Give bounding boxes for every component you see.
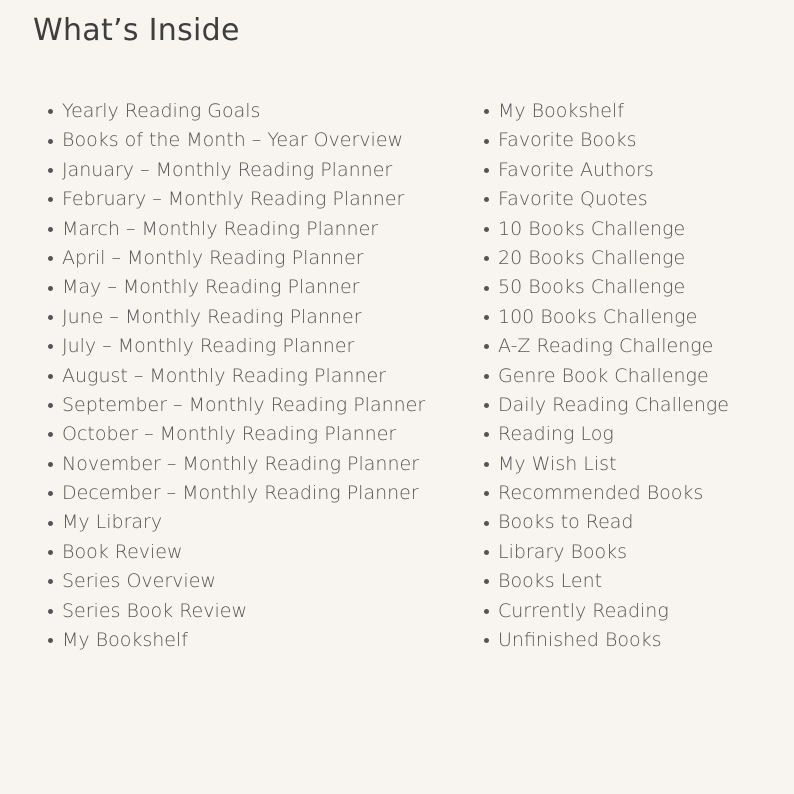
bullet-icon [484, 286, 489, 291]
list-item-label: 50 Books Challenge [498, 276, 686, 299]
list-item [484, 185, 729, 214]
list-item-label: Genre Book Challenge [498, 364, 709, 387]
list-item [484, 126, 729, 155]
list-item-label: March – Monthly Reading Planner [62, 217, 379, 240]
list-item-label: February – Monthly Reading Planner [62, 188, 405, 211]
bullet-icon [484, 403, 489, 408]
list-item [48, 626, 425, 655]
list-item [48, 126, 425, 155]
list-item [48, 597, 425, 626]
bullet-icon [484, 315, 489, 320]
bullet-icon [484, 550, 489, 555]
list-item-label: August – Monthly Reading Planner [62, 364, 386, 387]
bullet-icon [48, 286, 53, 291]
list-item-label: Favorite Quotes [498, 188, 648, 211]
list-item-label: September – Monthly Reading Planner [62, 393, 426, 416]
bullet-icon [484, 374, 489, 379]
bullet-icon [48, 432, 53, 437]
list-item-label: Favorite Books [498, 129, 637, 152]
list-item-label: October – Monthly Reading Planner [62, 423, 397, 446]
list-item-label: 10 Books Challenge [498, 217, 686, 240]
bullet-icon [484, 197, 489, 202]
list-item-label: June – Monthly Reading Planner [62, 305, 362, 328]
list-item [48, 450, 425, 479]
list-item [48, 273, 425, 302]
bullet-icon [48, 197, 53, 202]
bullet-icon [48, 344, 53, 349]
bullet-icon [48, 462, 53, 467]
bullet-icon [484, 168, 489, 173]
list-item [484, 215, 729, 244]
list-item-label: A-Z Reading Challenge [498, 335, 714, 358]
bullet-icon [48, 227, 53, 232]
bullet-icon [484, 256, 489, 261]
list-item [484, 332, 729, 361]
bullet-icon [484, 579, 489, 584]
list-item [48, 97, 425, 126]
list-item-label: My Library [62, 511, 163, 534]
bullet-icon [48, 168, 53, 173]
list-item [48, 185, 425, 214]
list-item-label: Library Books [498, 540, 628, 563]
bullet-icon [48, 579, 53, 584]
bullet-icon [48, 609, 53, 614]
list-item-label: Unfinished Books [498, 629, 662, 652]
bullet-icon [48, 521, 53, 526]
list-item [484, 450, 729, 479]
list-item [484, 156, 729, 185]
bullet-icon [48, 374, 53, 379]
bullet-icon [484, 638, 489, 643]
bullet-icon [48, 315, 53, 320]
list-item-label: May – Monthly Reading Planner [62, 276, 360, 299]
list-item-label: My Wish List [498, 452, 617, 475]
list-item-label: 20 Books Challenge [498, 246, 686, 269]
list-item-label: Recommended Books [498, 482, 704, 505]
list-item [484, 97, 729, 126]
bullet-icon [48, 638, 53, 643]
bullet-icon [48, 403, 53, 408]
list-item-label: Series Book Review [62, 599, 247, 622]
list-item [484, 273, 729, 302]
bullet-icon [484, 109, 489, 114]
bullet-icon [48, 491, 53, 496]
list-item-label: Book Review [62, 540, 183, 563]
list-item [48, 391, 425, 420]
page-title: What’s Inside [33, 13, 240, 48]
list-item [484, 567, 729, 596]
list-item [48, 479, 425, 508]
list-item-label: Yearly Reading Goals [62, 100, 261, 122]
bullet-icon [484, 609, 489, 614]
list-item [484, 420, 729, 449]
list-item [48, 303, 425, 332]
list-item-label: Books Lent [498, 570, 603, 593]
list-item [48, 332, 425, 361]
list-item-label: Reading Log [498, 423, 614, 446]
list-item [48, 420, 425, 449]
bullet-icon [484, 521, 489, 526]
list-item-label: Books to Read [498, 511, 634, 534]
list-item [484, 538, 729, 567]
list-item [48, 215, 425, 244]
list-item [484, 362, 729, 391]
list-item [484, 303, 729, 332]
list-item-label: My Bookshelf [498, 100, 624, 122]
list-item-label: Daily Reading Challenge [498, 393, 729, 416]
list-item-label: November – Monthly Reading Planner [62, 452, 420, 475]
contents-list-right [484, 97, 729, 655]
list-item-label: Series Overview [62, 570, 216, 593]
bullet-icon [48, 139, 53, 144]
list-item-label: My Bookshelf [62, 629, 188, 652]
list-item-label: Favorite Authors [498, 158, 654, 181]
contents-list-left [48, 97, 425, 655]
list-item [48, 244, 425, 273]
list-item [48, 567, 425, 596]
list-item [484, 597, 729, 626]
list-item [484, 244, 729, 273]
list-item [484, 391, 729, 420]
list-item [484, 626, 729, 655]
list-item [48, 538, 425, 567]
bullet-icon [484, 491, 489, 496]
bullet-icon [48, 550, 53, 555]
list-item-label: July – Monthly Reading Planner [62, 335, 355, 358]
bullet-icon [484, 227, 489, 232]
bullet-icon [484, 139, 489, 144]
list-item [484, 508, 729, 537]
list-item-label: January – Monthly Reading Planner [62, 158, 393, 181]
list-item [484, 479, 729, 508]
list-item [48, 362, 425, 391]
list-item-label: Currently Reading [498, 599, 669, 622]
bullet-icon [484, 344, 489, 349]
bullet-icon [48, 256, 53, 261]
list-item-label: April – Monthly Reading Planner [62, 246, 364, 269]
bullet-icon [484, 432, 489, 437]
list-item-label: Books of the Month – Year Overview [62, 129, 404, 152]
list-item-label: 100 Books Challenge [498, 305, 698, 328]
list-item [48, 508, 425, 537]
list-item-label: December – Monthly Reading Planner [62, 482, 419, 505]
bullet-icon [48, 109, 53, 114]
list-item [48, 156, 425, 185]
bullet-icon [484, 462, 489, 467]
